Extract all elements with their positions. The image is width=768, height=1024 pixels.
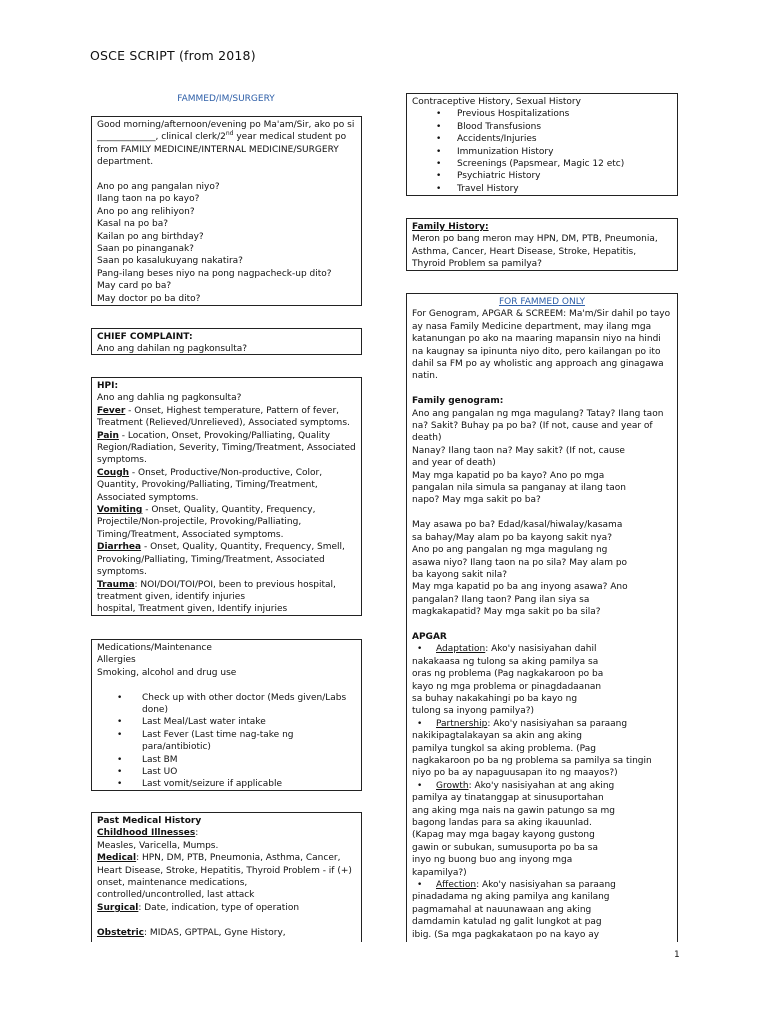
family-history-title: Family History: — [412, 222, 489, 232]
pmh-childhood: Childhood Illnesses: — [97, 828, 199, 839]
medications-box — [91, 639, 362, 791]
genogram-line: napo? May mga sakit po ba? — [412, 495, 541, 506]
intro-question: Saan po pinanganak? — [97, 244, 194, 255]
page-number: 1 — [674, 950, 680, 960]
section-heading: FAMMED/IM/SURGERY — [177, 94, 275, 104]
apgar-list — [412, 643, 672, 941]
hpi-title: HPI: — [97, 381, 119, 391]
genogram-line: pangalan nila simula sa panganay at ilang taon — [412, 483, 626, 494]
intro-question: May doctor po ba dito? — [97, 293, 201, 304]
intro-line: from FAMILY MEDICINE/INTERNAL MEDICINE/SURGERY — [97, 144, 339, 155]
document-title: OSCE SCRIPT (from 2018) — [90, 48, 256, 63]
apgar-line: ang aking mga nais na gawin patungo sa mg — [412, 805, 615, 816]
intro-line: _____________, clinical clerk/2nd year medical student po — [97, 130, 347, 143]
spouse-line: asawa niyo? Ilang taon na po sila? May alam po — [412, 557, 628, 568]
spouse-line: Ano po ang pangalan ng mga magulang ng — [412, 545, 608, 556]
apgar-line: (Kapag may mga bagay kayong gustong — [412, 830, 595, 841]
chief-complaint-box — [91, 328, 362, 355]
medications-bullet-list — [97, 692, 356, 791]
intro-question: Pang-ilang beses niyo na pong nagpacheck-up dito? — [97, 268, 332, 279]
apgar-line: tulong sa inyong pamilya?) — [412, 706, 535, 717]
genogram-line: na? Sakit? Buhay pa po ba? (If not, cause and year of — [412, 421, 653, 432]
apgar-line: pamilya ay tinatanggap at sinusuportahan — [412, 793, 604, 804]
medications-bullet: • Check up with other doctor (Meds given/Labs done) — [97, 692, 356, 717]
apgar-line: gawin or subukan, sumusuporta po ba sa — [412, 842, 598, 853]
hpi-fever: Fever - Onset, Highest temperature, Pattern of fever, Treatment (Relieved/Unrelieved), Associated symptoms. — [97, 405, 350, 429]
intro-question: Saan po kasalukuyang nakatira? — [97, 256, 243, 267]
medications-bullet: • Last vomit/seizure if applicable — [97, 778, 356, 790]
intro-box — [91, 116, 362, 306]
apgar-line: pinadadama ng aking pamilya ang kanilang — [412, 892, 610, 903]
genogram-title: Family genogram: — [412, 396, 504, 407]
spouse-line: sa bahay/May alam po ba kayong sakit nya? — [412, 532, 612, 543]
apgar-line: niyo po ba ay napaguusapan ito ng maayos?) — [412, 768, 618, 779]
apgar-partnership: • Partnership: Ako'y nasisiyahan sa paraang — [412, 718, 672, 730]
intro-question: Ano po ang pangalan niyo? — [97, 182, 220, 193]
apgar-line: pagmamahal at nauunawaan ang aking — [412, 904, 592, 915]
apgar-line: sa buhay nakakahingi po ba kayo ng — [412, 693, 578, 704]
apgar-line: kapamilya?) — [412, 867, 467, 878]
apgar-line: ibig. (Sa mga pagkakataon po na kayo ay — [412, 929, 600, 940]
intro-question: May card po ba? — [97, 281, 172, 292]
intro-question: Kasal na po ba? — [97, 219, 168, 230]
apgar-line: kayo ng mga problema or pinagdadaanan — [412, 681, 602, 692]
apgar-adaptation: • Adaptation: Ako'y nasisiyahan dahil — [412, 643, 672, 655]
fammed-heading: FOR FAMMED ONLY — [498, 297, 586, 307]
spouse-line: magkakapatid? May mga sakit po ba sila? — [412, 607, 601, 618]
apgar-line: pamilya tungkol sa aking problema. (Pag — [412, 743, 596, 754]
history-bullet: • Psychiatric History — [412, 170, 672, 182]
intro-question: Kailan po ang birthday? — [97, 231, 204, 242]
apgar-title: APGAR — [412, 631, 447, 642]
pmh-medical: Medical: HPN, DM, PTB, Pneumonia, Asthma, Cancer, Heart Disease, Stroke, Hepatitis, Thyroid Problem - if (+) onset, maintenance medications, controlled/uncontrolled, last attack — [97, 853, 352, 901]
apgar-line: inyo ng buong buo ang inyong mga — [412, 855, 573, 866]
apgar-growth: • Growth: Ako'y nasisiyahan at ang aking — [412, 780, 672, 792]
genogram-line: May mga kapatid po ba kayo? Ano po mga — [412, 470, 605, 481]
apgar-affection: • Affection: Ako'y nasisiyahan sa paraang — [412, 879, 672, 891]
genogram-line: Ano ang pangalan ng mga magulang? Tatay? Ilang taon — [412, 408, 664, 419]
fammed-intro: For Genogram, APGAR & SCREEM: Ma'm/Sir dahil po tayo ay nasa Family Medicine department, may ilang mga katanungan po ako na maaring mapansin niyo na hindi na kaugnay sa ipinunta niyo dito, pero kailangan po ito dahil sa FM po ay wholistic ang approach ang ginagawa natin. — [412, 309, 671, 382]
hpi-pain: Pain - Location, Onset, Provoking/Palliating, Quality Region/Radiation, Severity, Timing/Treatment, Associated symptoms. — [97, 430, 356, 466]
apgar-line: nakakaasa ng tulong sa aking pamilya sa — [412, 656, 599, 667]
genogram-line: and year of death) — [412, 458, 496, 469]
medications-line: Allergies — [97, 655, 136, 666]
spouse-line: May mga kapatid po ba ang inyong asawa? Ano — [412, 582, 628, 593]
spouse-line: pangalan? Ilang taon? Pang ilan siya sa — [412, 594, 590, 605]
medications-bullet: • Last BM — [97, 754, 356, 766]
medications-bullet: • Last Meal/Last water intake — [97, 716, 356, 728]
history-bullet-list — [412, 108, 672, 195]
chief-complaint-text: Ano ang dahilan ng pagkonsulta? — [97, 344, 248, 355]
pmh-title: Past Medical History — [97, 816, 202, 826]
medications-line: Smoking, alcohol and drug use — [97, 667, 237, 678]
hpi-box — [91, 377, 362, 616]
hpi-trauma: Trauma: NOI/DOI/TOI/POI, been to previous hospital, treatment given, identify injuries — [97, 579, 336, 602]
history-bullet: • Screenings (Papsmear, Magic 12 etc) — [412, 158, 672, 170]
history-bullet: • Previous Hospitalizations — [412, 108, 672, 120]
history-list-box — [406, 93, 678, 196]
apgar-line: oras ng problema (Pag nagkakaroon po ba — [412, 669, 604, 680]
hpi-vomiting: Vomiting - Onset, Quality, Quantity, Frequency, Projectile/Non-projectile, Provoking/Palliating, Timing/Treatment, Associated symptoms. — [97, 505, 316, 540]
intro-line: department. — [97, 157, 154, 168]
fammed-box — [406, 293, 678, 942]
hpi-intro: Ano ang dahlia ng pagkonsulta? — [97, 393, 242, 404]
pmh-surgical: Surgical: Date, indication, type of operation — [97, 902, 300, 913]
hpi-cough: Cough - Onset, Productive/Non-productive, Color, Quantity, Provoking/Palliating, Timing/Treatment, Associated symptoms. — [97, 467, 323, 503]
hpi-diarrhea: Diarrhea - Onset, Quality, Quantity, Frequency, Smell, Provoking/Palliating, Timing/Treatment, Associated symptoms. — [97, 542, 345, 578]
medications-line: Medications/Maintenance — [97, 643, 212, 653]
spouse-line: May asawa po ba? Edad/kasal/hiwalay/kasama — [412, 520, 623, 531]
genogram-line: Nanay? Ilang taon na? May sakit? (If not, cause — [412, 445, 625, 456]
intro-question: Ano po ang relihiyon? — [97, 206, 195, 217]
pmh-obstetric: Obstetric: MIDAS, GPTPAL, Gyne History, — [97, 927, 286, 938]
chief-complaint-title: CHIEF COMPLAINT: — [97, 332, 193, 342]
family-history-box — [406, 218, 678, 271]
history-bullet: • Blood Transfusions — [412, 121, 672, 133]
medications-bullet: • Last Fever (Last time nag-take ng para/antibiotic) — [97, 729, 356, 754]
history-bullet: • Accidents/Injuries — [412, 133, 672, 145]
history-bullet: • Travel History — [412, 183, 672, 195]
apgar-line: nakikipagtalakayan sa akin ang aking — [412, 731, 582, 742]
past-medical-history-box — [91, 812, 362, 942]
apgar-line: nagkakaroon po ba ng problema sa pamilya sa tingin — [412, 755, 652, 766]
apgar-line: bagong landas para sa aking ikauunlad. — [412, 818, 592, 829]
family-history-text: Meron po bang meron may HPN, DM, PTB, Pneumonia, Asthma, Cancer, Heart Disease, Stroke, Hepatitis, Thyroid Problem sa pamilya? — [412, 234, 658, 270]
medications-bullet: • Last UO — [97, 766, 356, 778]
genogram-line: death) — [412, 433, 442, 444]
apgar-line: damdamin katulad ng galit lungkot at pag — [412, 917, 602, 928]
intro-question: Ilang taon na po kayo? — [97, 194, 200, 205]
history-list-title: Contraceptive History, Sexual History — [412, 97, 581, 107]
intro-line: Good morning/afternoon/evening po Ma'am/Sir, ako po si — [97, 120, 355, 130]
history-bullet: • Immunization History — [412, 146, 672, 158]
pmh-childhood-text: Measles, Varicella, Mumps. — [97, 840, 219, 851]
spouse-line: ba kayong sakit nila? — [412, 569, 508, 580]
hpi-trauma-extra: hospital, Treatment given, Identify injuries — [97, 604, 288, 615]
